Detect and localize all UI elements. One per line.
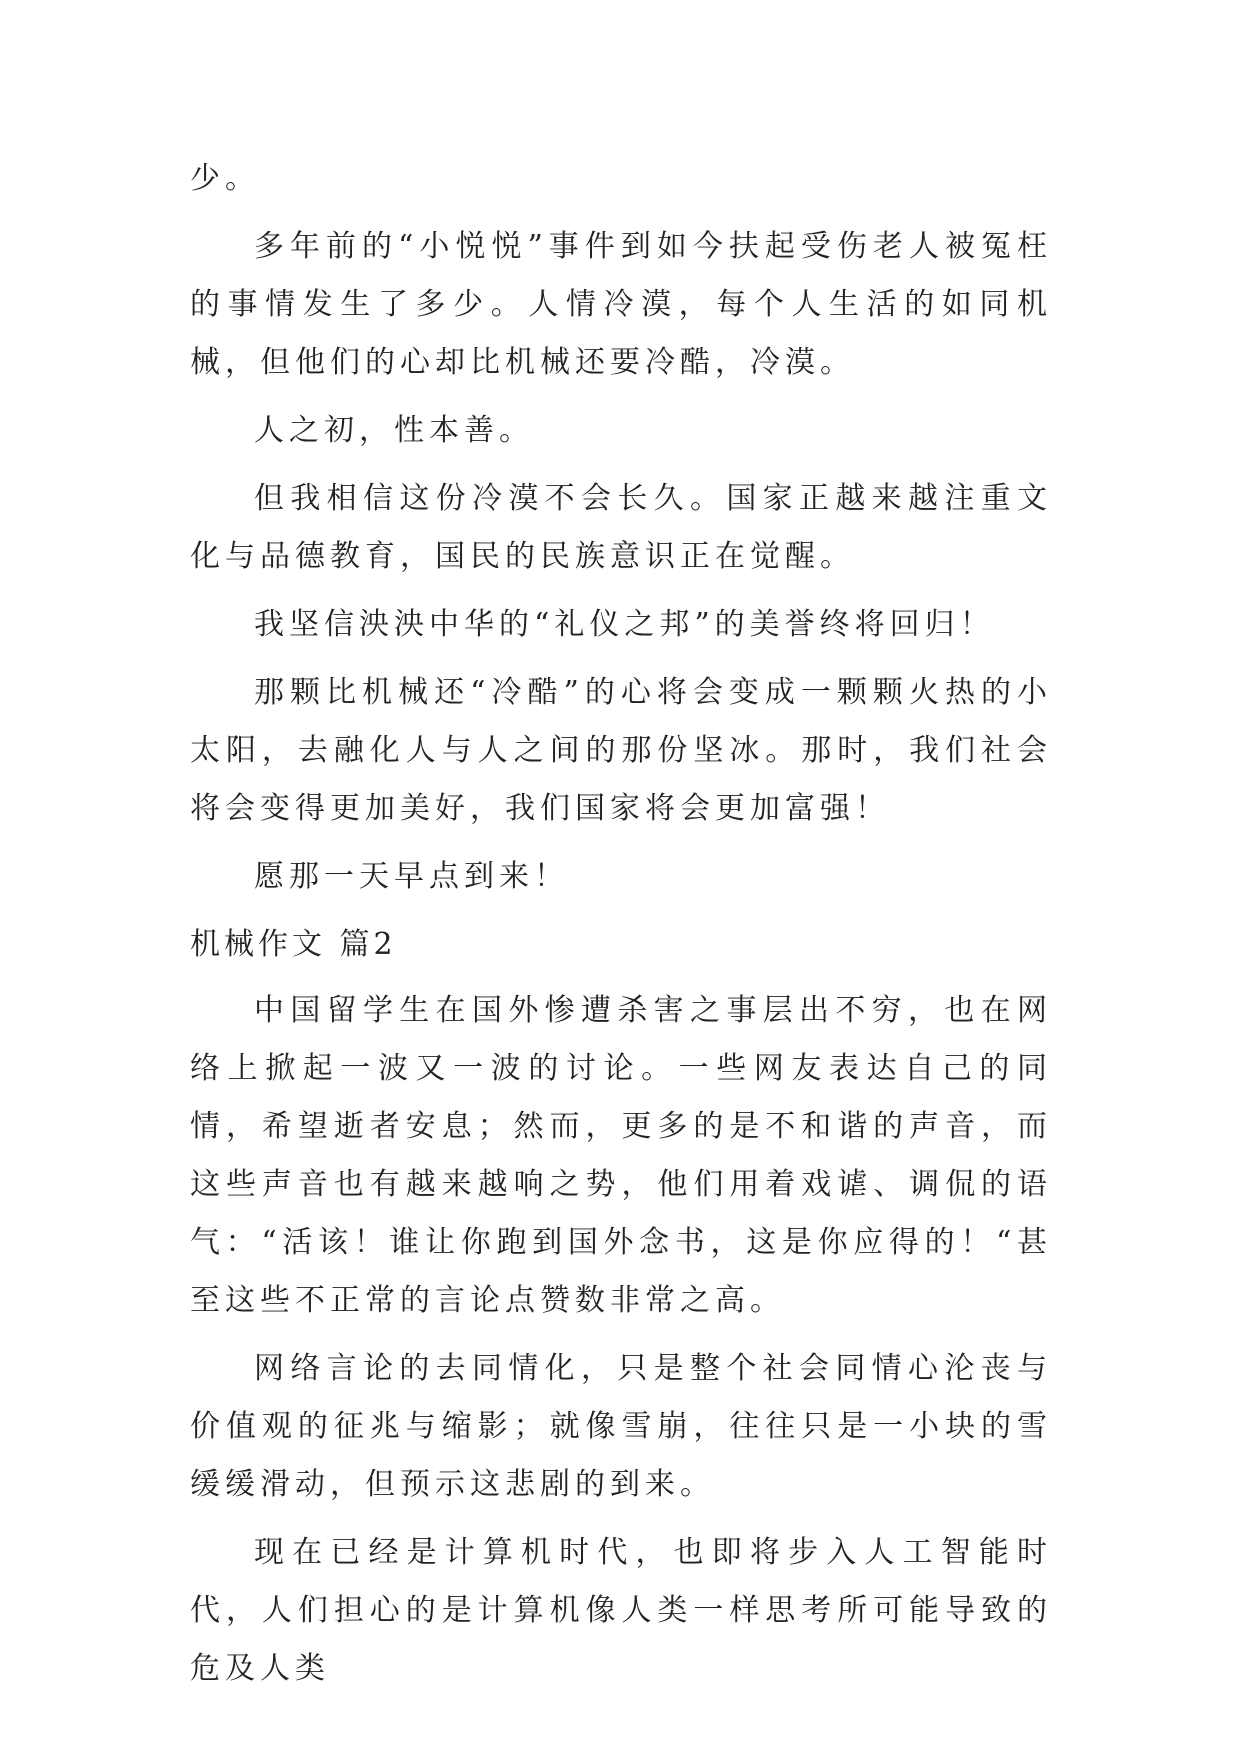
paragraph: 少。 [190, 161, 260, 196]
paragraph: 多年前的“小悦悦”事件到如今扶起受伤老人被冤枉的事情发生了多少。人情冷漠，每个人生活的如同机械，但他们的心却比机械还要冷酷，冷漠。 [190, 229, 1052, 380]
paragraph: 中国留学生在国外惨遭杀害之事层出不穷，也在网络上掀起一波又一波的讨论。一些网友表达自己的同情，希望逝者安息；然而，更多的是不和谐的声音，而这些声音也有越来越响之势，他们用着戏谑、调侃的语气：“活该！谁让你跑到国外念书，这是你应得的！“甚至这些不正常的言论点赞数非常之高。 [190, 993, 1052, 1318]
paragraph: 那颗比机械还“冷酷”的心将会变成一颗颗火热的小太阳，去融化人与人之间的那份坚冰。那时，我们社会将会变得更加美好，我们国家将会更加富强！ [190, 675, 1052, 826]
section-heading: 机械作文 篇2 [190, 927, 397, 962]
document-body [190, 150, 1052, 1708]
paragraph: 网络言论的去同情化，只是整个社会同情心沦丧与价值观的征兆与缩影；就像雪崩，往往只是一小块的雪缓缓滑动，但预示这悲剧的到来。 [190, 1351, 1052, 1502]
paragraph: 人之初，性本善。 [254, 413, 534, 448]
paragraph: 现在已经是计算机时代，也即将步入人工智能时代，人们担心的是计算机像人类一样思考所可能导致的危及人类 [190, 1535, 1052, 1686]
paragraph: 愿那一天早点到来！ [254, 859, 569, 894]
paragraph: 但我相信这份冷漠不会长久。国家正越来越注重文化与品德教育，国民的民族意识正在觉醒。 [190, 481, 1052, 574]
paragraph: 我坚信泱泱中华的“礼仪之邦”的美誉终将回归！ [254, 607, 995, 642]
